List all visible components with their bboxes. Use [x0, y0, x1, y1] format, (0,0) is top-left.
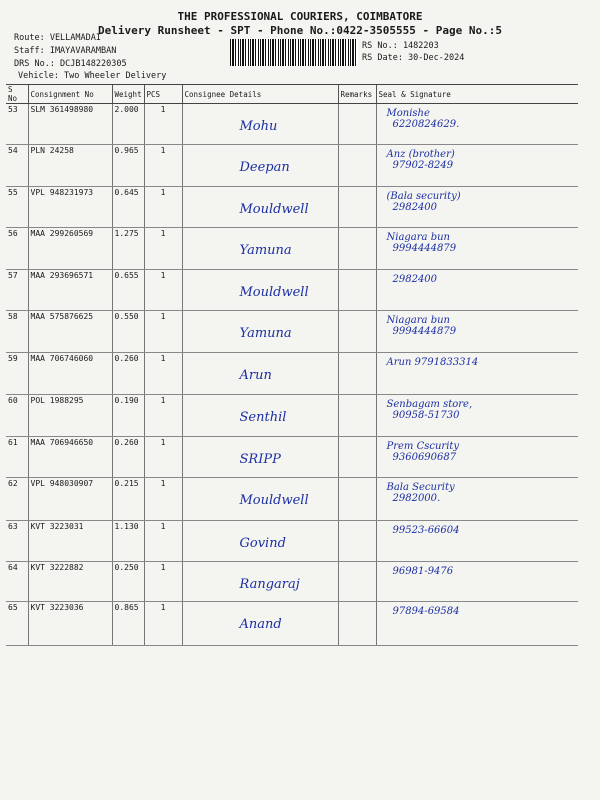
table-row: [6, 145, 578, 187]
signature-phone: 2982000.: [392, 493, 441, 504]
signature-phone: 2982400: [392, 274, 438, 285]
cell-remarks: [338, 602, 376, 646]
signature-phone: 9994444879: [392, 243, 457, 254]
table-row: [6, 228, 578, 270]
cell-remarks: [338, 104, 376, 145]
col-pcs: PCS: [144, 85, 182, 104]
cell-remarks: [338, 311, 376, 353]
staff-label: Staff: IMAYAVARAMBAN: [14, 46, 117, 56]
runsheet-table: [6, 84, 578, 646]
cell-signature: [376, 228, 578, 270]
col-remarks: Remarks: [338, 85, 376, 104]
route-label: Route: VELLAMADAI: [14, 33, 101, 43]
cell-pcs: 1: [144, 270, 182, 311]
rs-date: RS Date: 30-Dec-2024: [362, 53, 465, 63]
cell-consignment: KVT 3223031: [28, 521, 112, 562]
table-row: [6, 602, 578, 646]
cell-signature: [376, 353, 578, 395]
signature-name: Bala Security: [386, 482, 455, 493]
cell-consignee: [182, 311, 338, 353]
cell-remarks: [338, 395, 376, 437]
cell-pcs: 1: [144, 104, 182, 145]
cell-consignment: MAA 706946650: [28, 437, 112, 478]
cell-sno: 63: [6, 521, 28, 562]
cell-consignee: [182, 562, 338, 602]
signature-name: Senbagam store,: [386, 399, 473, 410]
cell-weight: 1.130: [112, 521, 144, 562]
table-row: [6, 395, 578, 437]
signature-phone: 9360690687: [392, 452, 457, 463]
cell-signature: [376, 145, 578, 187]
cell-sno: 57: [6, 270, 28, 311]
cell-remarks: [338, 521, 376, 562]
consignee-handwritten: Mouldwell: [239, 493, 309, 508]
table-row: [6, 478, 578, 521]
company-name: THE PROFESSIONAL COURIERS, COIMBATORE: [177, 10, 423, 23]
signature-phone: 2982400: [392, 202, 438, 213]
cell-remarks: [338, 353, 376, 395]
cell-sno: 60: [6, 395, 28, 437]
cell-sno: 64: [6, 562, 28, 602]
cell-signature: [376, 562, 578, 602]
cell-consignment: SLM 361498980: [28, 104, 112, 145]
cell-weight: 0.965: [112, 145, 144, 187]
cell-consignment: PLN 24258: [28, 145, 112, 187]
signature-name: Anz (brother): [386, 149, 455, 160]
cell-pcs: 1: [144, 311, 182, 353]
cell-pcs: 1: [144, 437, 182, 478]
col-sno: S No: [6, 85, 28, 104]
cell-sno: 54: [6, 145, 28, 187]
cell-remarks: [338, 187, 376, 228]
signature-name: Niagara bun: [386, 315, 450, 326]
col-weight: Weight: [112, 85, 144, 104]
cell-consignment: POL 1988295: [28, 395, 112, 437]
cell-sno: 59: [6, 353, 28, 395]
cell-weight: 0.260: [112, 353, 144, 395]
cell-remarks: [338, 228, 376, 270]
cell-sno: 56: [6, 228, 28, 270]
consignee-handwritten: Senthil: [239, 410, 287, 425]
runsheet-title: Delivery Runsheet - SPT - Phone No.:0422-3505555 - Page No.:5: [98, 24, 502, 37]
cell-weight: 1.275: [112, 228, 144, 270]
signature-phone: 96981-9476: [392, 566, 454, 577]
cell-pcs: 1: [144, 602, 182, 646]
consignee-handwritten: Mouldwell: [239, 285, 309, 300]
cell-sno: 65: [6, 602, 28, 646]
cell-remarks: [338, 437, 376, 478]
cell-consignee: [182, 395, 338, 437]
cell-consignment: VPL 948030907: [28, 478, 112, 521]
consignee-handwritten: Deepan: [239, 160, 290, 175]
cell-weight: 0.190: [112, 395, 144, 437]
cell-signature: [376, 270, 578, 311]
consignee-handwritten: Rangaraj: [239, 577, 300, 592]
cell-weight: 2.000: [112, 104, 144, 145]
col-consignment: Consignment No: [28, 85, 112, 104]
cell-pcs: 1: [144, 145, 182, 187]
cell-sno: 58: [6, 311, 28, 353]
signature-phone: 9994444879: [392, 326, 457, 337]
cell-sno: 61: [6, 437, 28, 478]
cell-pcs: 1: [144, 228, 182, 270]
cell-sno: 53: [6, 104, 28, 145]
cell-consignee: [182, 104, 338, 145]
cell-signature: [376, 602, 578, 646]
drs-number: DRS No.: DCJB148220305: [14, 59, 127, 69]
cell-signature: [376, 187, 578, 228]
consignee-handwritten: SRIPP: [239, 452, 281, 467]
cell-signature: [376, 311, 578, 353]
cell-weight: 0.550: [112, 311, 144, 353]
cell-pcs: 1: [144, 521, 182, 562]
cell-consignee: [182, 353, 338, 395]
table-row: [6, 437, 578, 478]
cell-consignment: MAA 299260569: [28, 228, 112, 270]
signature-phone: 97902-8249: [392, 160, 454, 171]
signature-phone: 90958-51730: [392, 410, 460, 421]
cell-signature: [376, 521, 578, 562]
cell-pcs: 1: [144, 187, 182, 228]
consignee-handwritten: Yamuna: [239, 243, 292, 258]
cell-consignee: [182, 521, 338, 562]
cell-pcs: 1: [144, 562, 182, 602]
cell-weight: 0.865: [112, 602, 144, 646]
signature-name: Arun 9791833314: [386, 357, 479, 368]
table-row: [6, 270, 578, 311]
table-row: [6, 353, 578, 395]
barcode-image: [230, 39, 358, 66]
cell-signature: [376, 395, 578, 437]
table-row: [6, 562, 578, 602]
cell-consignment: MAA 706746060: [28, 353, 112, 395]
cell-consignment: MAA 575876625: [28, 311, 112, 353]
signature-phone: 97894-69584: [392, 606, 460, 617]
cell-pcs: 1: [144, 395, 182, 437]
consignee-handwritten: Govind: [239, 536, 286, 551]
consignee-handwritten: Yamuna: [239, 326, 292, 341]
cell-signature: [376, 478, 578, 521]
cell-remarks: [338, 270, 376, 311]
consignee-handwritten: Anand: [239, 617, 282, 632]
cell-pcs: 1: [144, 353, 182, 395]
cell-consignee: [182, 187, 338, 228]
cell-signature: [376, 437, 578, 478]
cell-weight: 0.250: [112, 562, 144, 602]
signature-name: Prem Cscurity: [386, 441, 460, 452]
signature-name: Monishe: [386, 108, 430, 119]
cell-consignment: MAA 293696571: [28, 270, 112, 311]
cell-weight: 0.645: [112, 187, 144, 228]
consignee-handwritten: Mouldwell: [239, 202, 309, 217]
table-row: [6, 104, 578, 145]
cell-consignee: [182, 228, 338, 270]
signature-phone: 99523-66604: [392, 525, 460, 536]
table-row: [6, 521, 578, 562]
cell-remarks: [338, 478, 376, 521]
cell-consignee: [182, 270, 338, 311]
cell-signature: [376, 104, 578, 145]
cell-weight: 0.260: [112, 437, 144, 478]
consignee-handwritten: Arun: [239, 368, 272, 383]
cell-consignee: [182, 478, 338, 521]
table-row: [6, 187, 578, 228]
signature-name: (Bala security): [386, 191, 461, 202]
vehicle-label: Vehicle: Two Wheeler Delivery: [18, 71, 167, 81]
cell-sno: 62: [6, 478, 28, 521]
consignee-handwritten: Mohu: [239, 119, 278, 134]
cell-consignee: [182, 145, 338, 187]
cell-weight: 0.655: [112, 270, 144, 311]
cell-sno: 55: [6, 187, 28, 228]
rs-number: RS No.: 1482203: [362, 41, 439, 51]
signature-phone: 6220824629.: [392, 119, 460, 130]
cell-consignee: [182, 602, 338, 646]
cell-remarks: [338, 562, 376, 602]
cell-remarks: [338, 145, 376, 187]
col-signature: Seal & Signature: [376, 85, 578, 104]
cell-consignment: KVT 3223036: [28, 602, 112, 646]
cell-consignment: KVT 3222882: [28, 562, 112, 602]
table-header-row: [6, 85, 578, 104]
cell-consignment: VPL 948231973: [28, 187, 112, 228]
cell-pcs: 1: [144, 478, 182, 521]
cell-consignee: [182, 437, 338, 478]
table-row: [6, 311, 578, 353]
col-consignee: Consignee Details: [182, 85, 338, 104]
signature-name: Niagara bun: [386, 232, 450, 243]
cell-weight: 0.215: [112, 478, 144, 521]
